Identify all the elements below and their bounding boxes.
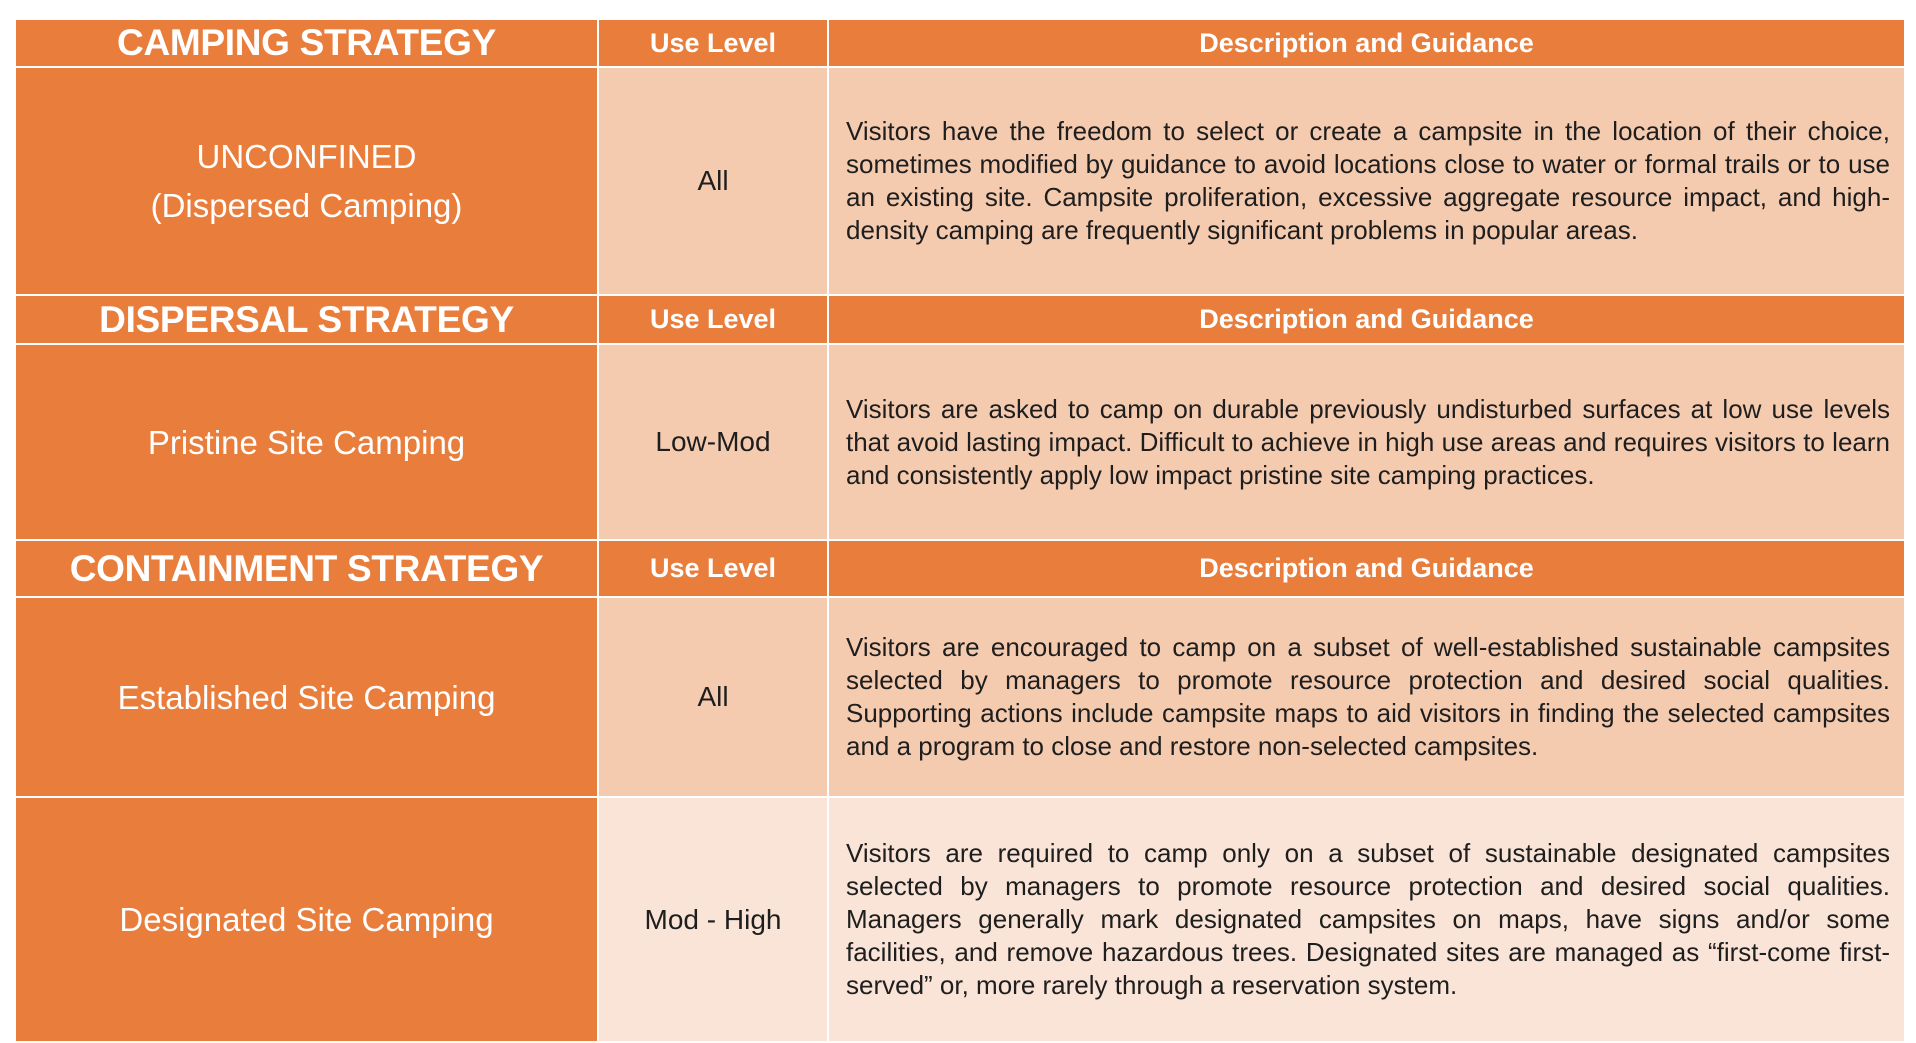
strategy-heading: DISPERSAL STRATEGY xyxy=(15,295,598,344)
section-header-row xyxy=(15,540,1905,597)
use-level-header: Use Level xyxy=(598,540,828,597)
use-level-value: Low-Mod xyxy=(598,344,828,540)
section-header-row xyxy=(15,19,1905,67)
section-header-row xyxy=(15,295,1905,344)
use-level-header: Use Level xyxy=(598,295,828,344)
camping-type-name: UNCONFINED xyxy=(196,138,417,175)
description-cell xyxy=(828,344,1905,540)
camping-type-name: Established Site Camping xyxy=(15,597,598,797)
strategy-heading: CAMPING STRATEGY xyxy=(15,19,598,67)
description-cell xyxy=(828,597,1905,797)
table-row xyxy=(15,797,1905,1042)
camping-type-name: Pristine Site Camping xyxy=(15,344,598,540)
description-text: Visitors have the freedom to select or create a campsite in the location of their choice, sometimes modified by guidance to avoid locations close to water or formal trails or to use an existing site. Campsite proliferation, excessive aggregate resource impact, and high-density camping are frequently significant problems in popular areas. xyxy=(846,116,1890,245)
description-header: Description and Guidance xyxy=(828,19,1905,67)
camping-strategy-table xyxy=(14,18,1906,1043)
use-level-value: Mod - High xyxy=(598,797,828,1042)
description-text: Visitors are required to camp only on a subset of sustainable designated campsites selected by managers to promote resource protection and desired social qualities. Managers generally mark designated campsites on maps, have signs and/or some facilities, and remove hazardous trees. Designated sites are managed as “first-come first-served” or, more rarely through a reservation system. xyxy=(846,838,1890,1000)
table-row xyxy=(15,67,1905,295)
description-text: Visitors are encouraged to camp on a subset of well-established sustainable campsites selected by managers to promote resource protection and desired social qualities. Supporting actions include campsite maps to aid visitors in finding the selected campsites and a program to close and restore non-selected campsites. xyxy=(846,632,1890,761)
description-cell xyxy=(828,797,1905,1042)
table-row xyxy=(15,344,1905,540)
camping-type-cell xyxy=(15,67,598,295)
strategy-heading: CONTAINMENT STRATEGY xyxy=(15,540,598,597)
description-text: Visitors are asked to camp on durable previously undisturbed surfaces at low use levels that avoid lasting impact. Difficult to achieve in high use areas and requires visitors to learn and consistently apply low impact pristine site camping practices. xyxy=(846,393,1890,490)
use-level-value: All xyxy=(598,67,828,295)
description-header: Description and Guidance xyxy=(828,295,1905,344)
description-header: Description and Guidance xyxy=(828,540,1905,597)
table-row xyxy=(15,597,1905,797)
camping-type-name: Designated Site Camping xyxy=(15,797,598,1042)
use-level-value: All xyxy=(598,597,828,797)
use-level-header: Use Level xyxy=(598,19,828,67)
camping-type-subtitle: (Dispersed Camping) xyxy=(150,187,463,224)
description-cell xyxy=(828,67,1905,295)
